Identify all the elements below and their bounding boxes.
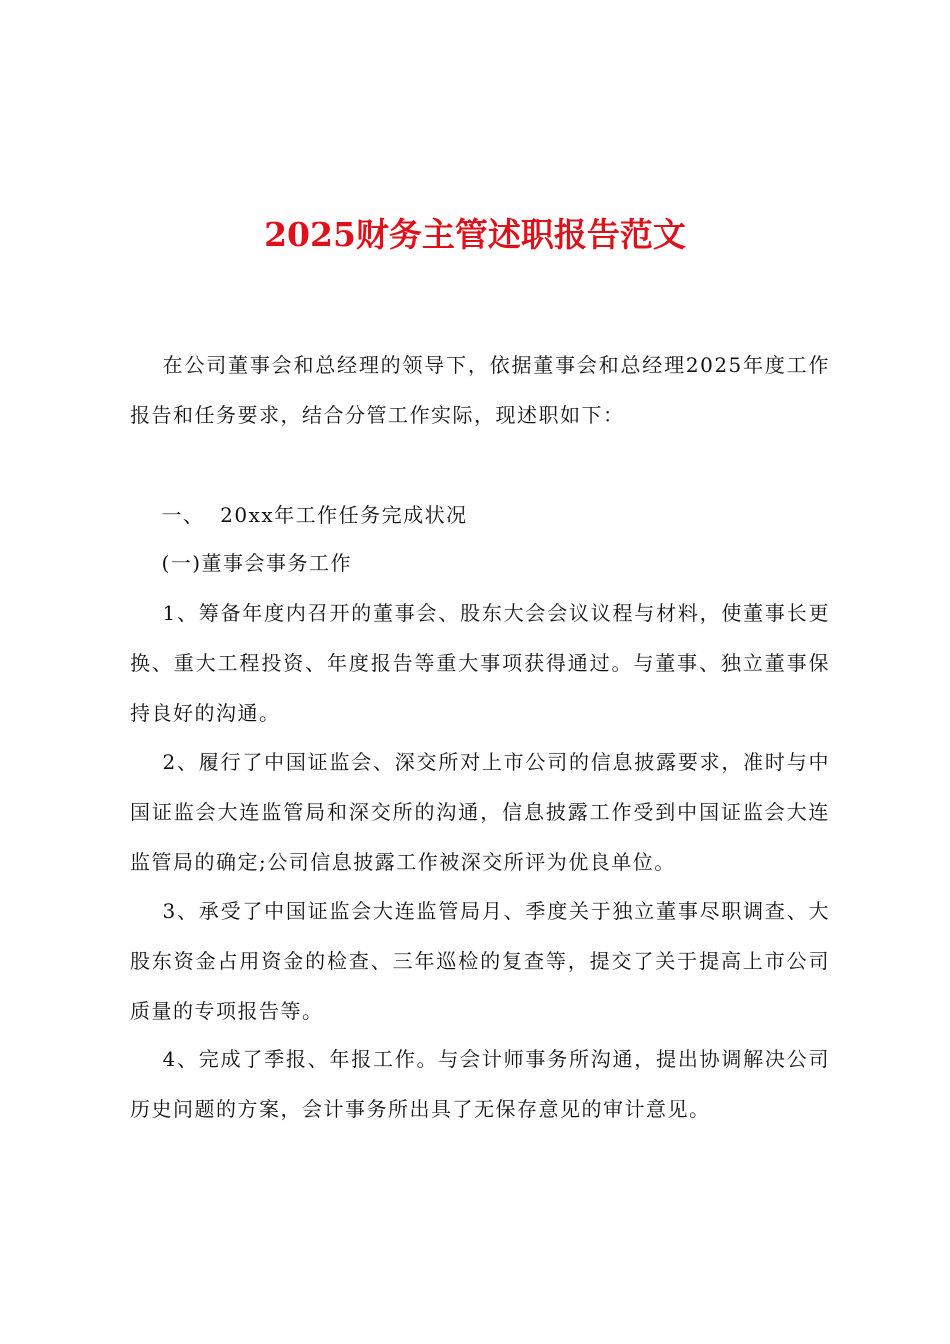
document-title: 2025财务主管述职报告范文 — [264, 215, 686, 254]
list-item-4: 4、完成了季报、年报工作。与会计师事务所沟通，提出协调解决公司历史问题的方案，会计事务所出具了无保存意见的审计意见。 — [130, 1047, 830, 1121]
list-item-3: 3、承受了中国证监会大连监管局月、季度关于独立董事尽职调查、大股东资金占用资金的检查、三年巡检的复查等，提交了关于提高上市公司质量的专项报告等。 — [130, 899, 830, 1023]
intro-paragraph: 在公司董事会和总经理的领导下，依据董事会和总经理2025年度工作报告和任务要求，结合分管工作实际，现述职如下： — [130, 353, 830, 427]
list-item-1: 1、筹备年度内召开的董事会、股东大会会议议程与材料，使董事长更换、重大工程投资、年度报告等重大事项获得通过。与董事、独立董事保持良好的沟通。 — [130, 601, 830, 725]
subsection-heading-1: (一)董事会事务工作 — [130, 551, 353, 575]
list-item-2: 2、履行了中国证监会、深交所对上市公司的信息披露要求，准时与中国证监会大连监管局和深交所的沟通，信息披露工作受到中国证监会大连监管局的确定;公司信息披露工作被深交所评为优良单位。 — [130, 750, 830, 874]
section-heading-1: 一、 20xx年工作任务完成状况 — [130, 503, 468, 527]
